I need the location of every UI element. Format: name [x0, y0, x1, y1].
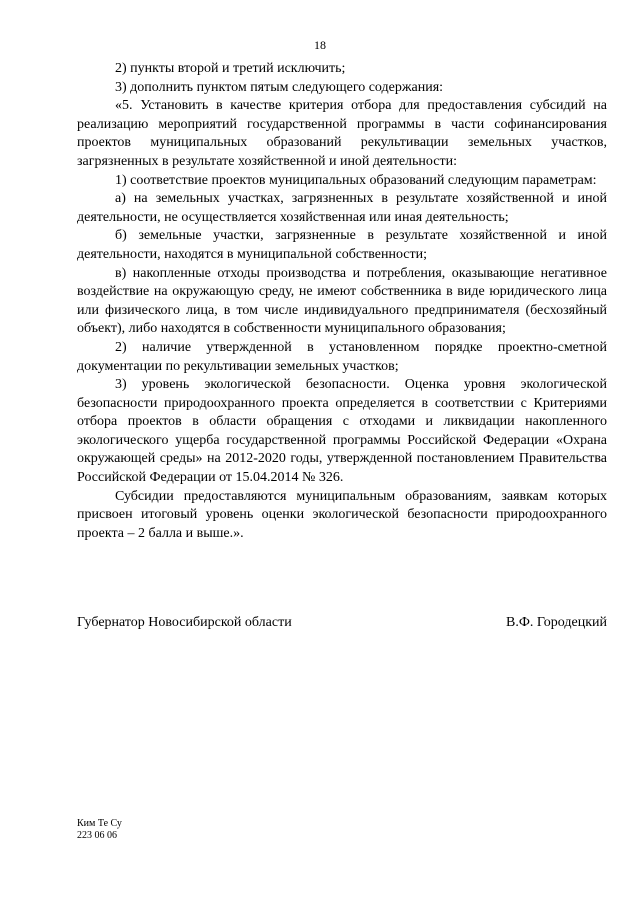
paragraph-criterion-1a: а) на земельных участках, загрязненных в результате хозяйственной и иной деятельности, не осуществляется хозяйственная или иная деятельность;: [77, 191, 607, 225]
paragraph-criterion-2: 2) наличие утвержденной в установленном порядке проектно-сметной документации по рекультивации земельных участков;: [77, 339, 607, 374]
executor-phone: 223 06 06: [77, 830, 117, 841]
paragraph-item-2-delete: 2) пункты второй и третий исключить;: [115, 61, 346, 76]
signature-block: [77, 614, 607, 632]
paragraph-subsidies: Субсидии предоставляются муниципальным образованиям, заявкам которых присвоен итоговый уровень оценки экологической безопасности природоохранного проекта – 2 балла и выше.».: [77, 488, 607, 541]
executor-block: [77, 818, 122, 842]
paragraph-criterion-3: 3) уровень экологической безопасности. Оценка уровня экологической безопасности природоохранного проекта определяется в соответствии с Критериями отбора проектов в области обращения с отходами и ликвидации накопленного экологического ущерба государственной программы Российской Федерации «Охрана окружающей среды» на 2012-2020 годы, утвержденной постановлением Правительства Российской Федерации от 15.04.2014 № 326.: [77, 377, 607, 486]
executor-name: Ким Те Су: [77, 818, 122, 829]
signatory-name: В.Ф. Городецкий: [506, 615, 607, 630]
signatory-position: Губернатор Новосибирской области: [77, 615, 292, 630]
document-body: [77, 60, 607, 543]
page-number: 18: [314, 38, 326, 52]
paragraph-criterion-1c: в) накопленные отходы производства и потребления, оказывающие негативное воздействие на окружающую среду, не имеют собственника в виде юридического лица или физического лица, в том числе индивидуального предпринимателя (бесхозяйный объект), либо находятся в собственности муниципального образования;: [77, 265, 607, 337]
paragraph-point-5: «5. Установить в качестве критерия отбора для предоставления субсидий на реализацию мероприятий государственной программы в части софинансирования проектов муниципальных образований рекультивации земельных участков, загрязненных в результате хозяйственной и иной деятельности:: [77, 98, 607, 169]
paragraph-item-3-add: 3) дополнить пунктом пятым следующего содержания:: [115, 79, 444, 95]
paragraph-criterion-1: 1) соответствие проектов муниципальных образований следующим параметрам:: [115, 172, 597, 188]
paragraph-criterion-1b: б) земельные участки, загрязненные в результате хозяйственной и иной деятельности, находятся в муниципальной собственности;: [77, 228, 607, 262]
